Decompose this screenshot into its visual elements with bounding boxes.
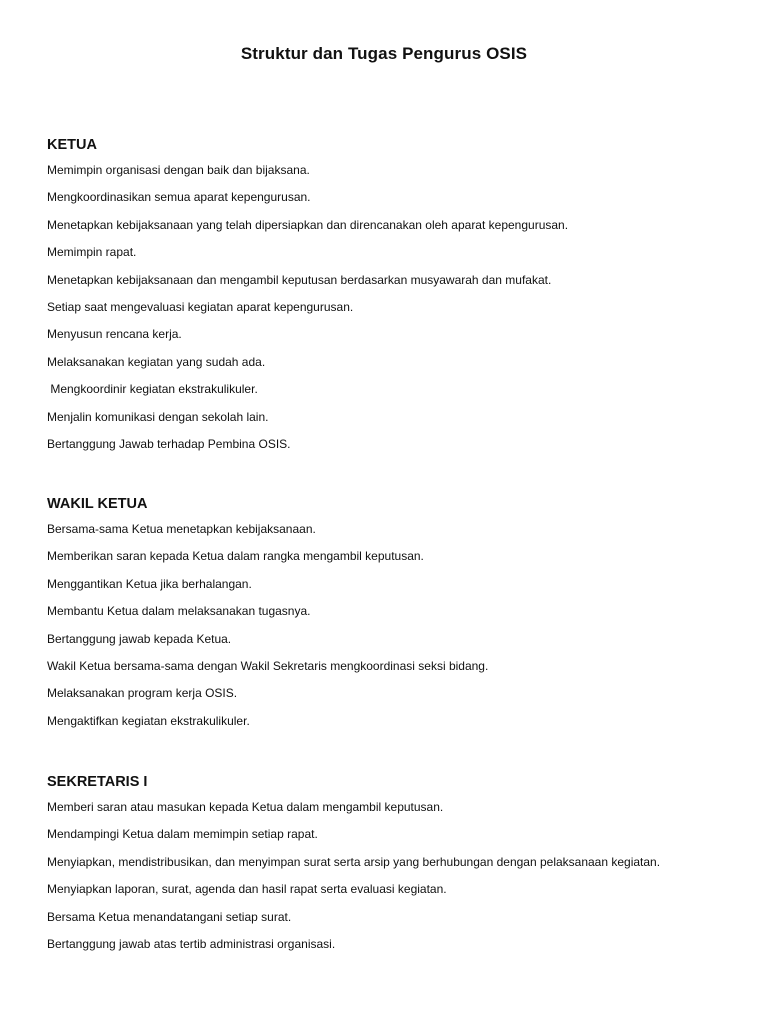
duty-item: Menyiapkan, mendistribusikan, dan menyimpan surat serta arsip yang berhubungan dengan pelaksanaan kegiatan. bbox=[47, 854, 661, 869]
section-wakil-ketua bbox=[47, 493, 737, 740]
duty-item: Mendampingi Ketua dalam memimpin setiap rapat. bbox=[47, 827, 318, 842]
section-sekretaris-1 bbox=[47, 771, 737, 963]
duty-item: Menggantikan Ketua jika berhalangan. bbox=[47, 576, 252, 591]
duty-item: Menetapkan kebijaksanaan dan mengambil keputusan berdasarkan musyawarah dan mufakat. bbox=[47, 272, 552, 287]
section-heading-sekretaris-1: SEKRETARIS I bbox=[47, 774, 148, 790]
duty-item: Melaksanakan kegiatan yang sudah ada. bbox=[47, 354, 266, 369]
duty-item: Bertanggung Jawab terhadap Pembina OSIS. bbox=[47, 436, 291, 451]
section-heading-ketua: KETUA bbox=[47, 137, 97, 153]
duty-item: Membantu Ketua dalam melaksanakan tugasnya. bbox=[47, 604, 311, 619]
duty-item: Memberikan saran kepada Ketua dalam rangka mengambil keputusan. bbox=[47, 549, 424, 564]
duty-item: Memimpin organisasi dengan baik dan bijaksana. bbox=[47, 163, 310, 177]
duty-list-wakil-ketua bbox=[47, 521, 737, 740]
duty-item: Bersama Ketua menandatangani setiap surat. bbox=[47, 909, 292, 924]
duty-list-sekretaris-1 bbox=[47, 799, 737, 963]
duty-item: Mengkoordinasikan semua aparat kepengurusan. bbox=[47, 190, 311, 205]
duty-item: Menetapkan kebijaksanaan yang telah dipersiapkan dan direncanakan oleh aparat kepengurusan. bbox=[47, 217, 569, 232]
duty-item: Bersama-sama Ketua menetapkan kebijaksanaan. bbox=[47, 522, 316, 536]
duty-item: Bertanggung jawab atas tertib administrasi organisasi. bbox=[47, 936, 336, 951]
duty-item: Melaksanakan program kerja OSIS. bbox=[47, 686, 238, 701]
duty-item: Menjalin komunikasi dengan sekolah lain. bbox=[47, 409, 269, 424]
duty-item: Mengaktifkan kegiatan ekstrakulikuler. bbox=[47, 713, 250, 728]
duty-item: Setiap saat mengevaluasi kegiatan aparat kepengurusan. bbox=[47, 299, 354, 314]
duty-item: Wakil Ketua bersama-sama dengan Wakil Sekretaris mengkoordinasi seksi bidang. bbox=[47, 658, 489, 673]
duty-item: Memimpin rapat. bbox=[47, 245, 137, 260]
duty-item: Bertanggung jawab kepada Ketua. bbox=[47, 631, 232, 646]
duty-item: Mengkoordinir kegiatan ekstrakulikuler. bbox=[47, 382, 258, 397]
duty-list-ketua bbox=[47, 162, 737, 463]
duty-item: Memberi saran atau masukan kepada Ketua dalam mengambil keputusan. bbox=[47, 800, 444, 814]
section-ketua bbox=[47, 134, 737, 463]
page-title: Struktur dan Tugas Pengurus OSIS bbox=[240, 44, 528, 63]
duty-item: Menyusun rencana kerja. bbox=[47, 327, 182, 342]
duty-item: Menyiapkan laporan, surat, agenda dan hasil rapat serta evaluasi kegiatan. bbox=[47, 882, 447, 897]
section-heading-wakil-ketua: WAKIL KETUA bbox=[47, 496, 148, 512]
